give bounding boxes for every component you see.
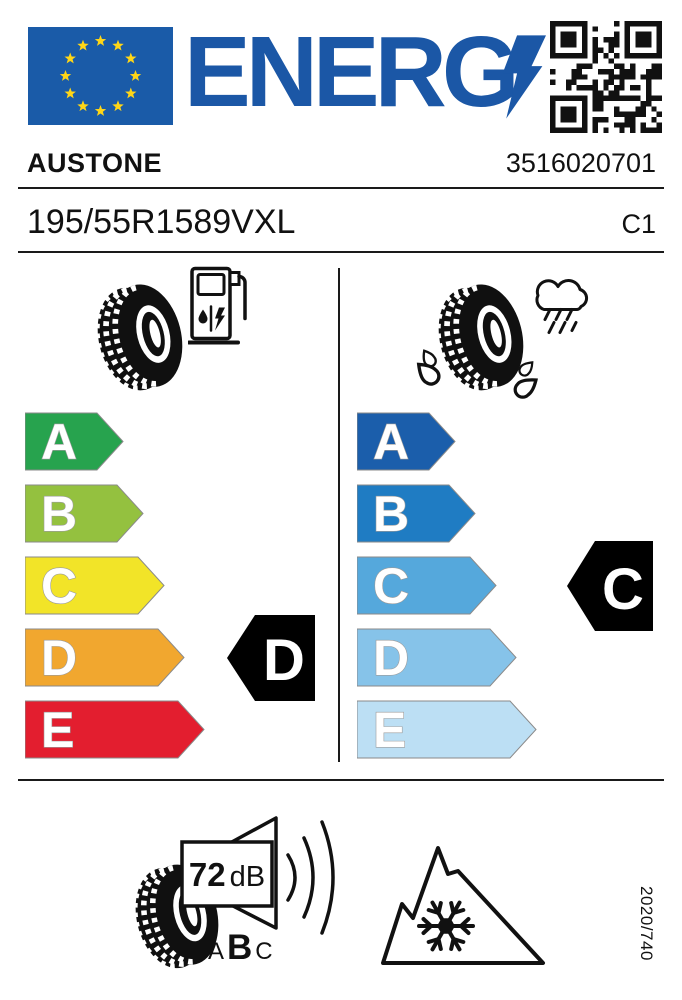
qr-code <box>550 21 662 133</box>
noise-class-a: A <box>208 938 225 965</box>
fuel-grade-a-label: A <box>41 414 78 470</box>
brand-row <box>27 148 656 179</box>
eu-flag-icon <box>28 27 173 125</box>
fuel-grade-e-label: E <box>41 702 75 758</box>
energy-logo <box>184 16 515 128</box>
noise-class-c: C <box>255 938 273 965</box>
rule-above-footer <box>18 779 664 781</box>
tire-size-row <box>27 203 656 242</box>
lightning-icon <box>499 31 546 123</box>
rain-cloud-icon <box>520 260 600 338</box>
rule-under-brand <box>18 187 664 189</box>
wet-rating-badge <box>566 540 654 632</box>
fuel-grade-d-label: D <box>41 630 78 686</box>
column-divider <box>338 268 340 762</box>
rule-under-size <box>18 251 664 253</box>
snowflake-mountain-icon <box>378 818 548 970</box>
wet-grip-scale <box>357 410 572 762</box>
sound-waves-icon <box>288 822 333 933</box>
noise-class-scale <box>208 928 273 968</box>
noise-class-b: B <box>227 928 253 967</box>
energy-logo-text: ENERG <box>184 16 515 128</box>
wet-grade-e-label: E <box>373 702 407 758</box>
regulation-reference: 2020/740 <box>637 886 656 961</box>
fuel-efficiency-scale <box>25 410 240 762</box>
wet-grade-d-label: D <box>373 630 410 686</box>
tire-icon <box>95 280 185 395</box>
product-code: 3516020701 <box>505 148 656 178</box>
noise-db-unit: dB <box>229 861 266 893</box>
noise-db-value: 72 <box>188 856 226 893</box>
fuel-grade-b-label: B <box>41 486 78 542</box>
noise-db-readout <box>183 856 271 894</box>
fuel-grade-c-label: C <box>41 558 78 614</box>
tire-size: 195/55R1589VXL <box>27 203 296 241</box>
wet-rating-letter: C <box>602 557 644 622</box>
tire-class: C1 <box>621 209 656 239</box>
fuel-pump-icon <box>188 261 248 349</box>
fuel-rating-letter: D <box>263 628 305 693</box>
wet-grade-b-label: B <box>373 486 410 542</box>
fuel-rating-badge <box>226 614 316 702</box>
wet-grade-a-label: A <box>373 414 410 470</box>
wet-grade-c-label: C <box>373 558 410 614</box>
brand-name: AUSTONE <box>27 148 163 178</box>
